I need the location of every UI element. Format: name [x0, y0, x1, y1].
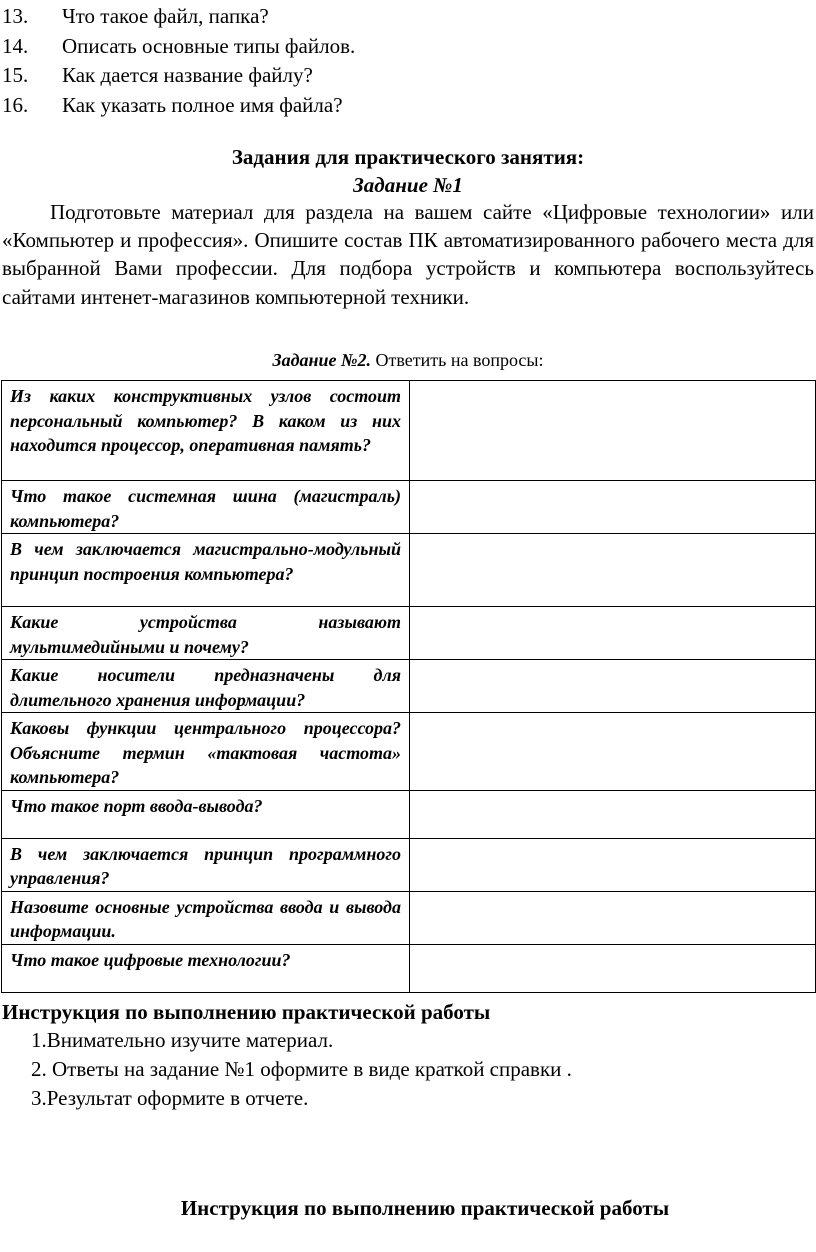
table-question-cell: Что такое системная шина (магистраль) компьютера? [2, 481, 410, 534]
table-row [2, 381, 816, 481]
instruction-step: 1.Внимательно изучите материал. [31, 1028, 334, 1052]
table-row [2, 713, 816, 791]
table-row [2, 891, 816, 944]
instructions-title-repeat: Инструкция по выполнению практической работы [180, 1196, 670, 1220]
table-answer-cell[interactable] [410, 660, 816, 713]
table-answer-cell[interactable] [410, 534, 816, 607]
instructions-steps [31, 1026, 811, 1113]
table-question-cell: Что такое порт ввода-вывода? [2, 790, 410, 838]
instruction-step: 2. Ответы на задание №1 оформите в виде краткой справки . [31, 1057, 572, 1081]
table-answer-cell[interactable] [410, 713, 816, 791]
list-item-number: 15. [2, 63, 29, 87]
task2-title: Задание №2. [272, 350, 372, 370]
task2-heading [0, 347, 816, 373]
table-answer-cell[interactable] [410, 790, 816, 838]
table-question-cell: Назовите основные устройства ввода и вывода информации. [2, 891, 410, 944]
table-question-cell: В чем заключается принцип программного управления? [2, 838, 410, 891]
task1-text: Подготовьте материал для раздела на вашем сайте «Цифровые технологии» или «Компьютер и профессия». Опишите состав ПК автоматизированного рабочего места для выбранной Вами профессии. Для подбора устройств и компьютера воспользуйтесь сайтами интенет-магазинов компьютерной техники. [2, 200, 814, 309]
table-answer-cell[interactable] [410, 381, 816, 481]
table-question-cell: Каковы функции центрального процессора? Объясните термин «тактовая частота» компьютера? [2, 713, 410, 791]
table-answer-cell[interactable] [410, 838, 816, 891]
practice-heading: Задания для практического занятия: [231, 145, 585, 169]
list-item-text: Как указать полное имя файла? [62, 92, 343, 117]
list-item-text: Как дается название файлу? [62, 63, 313, 87]
table-row [2, 534, 816, 607]
table-row [2, 481, 816, 534]
table-answer-cell[interactable] [410, 944, 816, 992]
table-question-cell: Что такое цифровые технологии? [2, 944, 410, 992]
table-row [2, 944, 816, 992]
list-item-number: 16. [2, 92, 29, 117]
table-answer-cell[interactable] [410, 481, 816, 534]
list-item-text: Что такое файл, папка? [62, 4, 269, 28]
table-row [2, 607, 816, 660]
list-item [2, 91, 802, 121]
table-answer-cell[interactable] [410, 891, 816, 944]
table-question-cell: Какие носители предназначены для длительного хранения информации? [2, 660, 410, 713]
list-item-number: 13. [2, 4, 29, 28]
table-answer-cell[interactable] [410, 607, 816, 660]
list-item [2, 32, 802, 62]
instruction-step: 3.Результат оформите в отчете. [31, 1086, 309, 1110]
instructions-title: Инструкция по выполнению практической работы [2, 1000, 491, 1024]
task1-title: Задание №1 [353, 173, 463, 197]
table-question-cell: Из каких конструктивных узлов состоит персональный компьютер? В каком из них находится процессор, оперативная память? [2, 381, 410, 481]
table-row [2, 790, 816, 838]
table-row [2, 660, 816, 713]
table-question-cell: Какие устройства называют мультимедийными и почему? [2, 607, 410, 660]
list-item [2, 2, 802, 32]
table-question-cell: В чем заключается магистрально-модульный принцип построения компьютера? [2, 534, 410, 607]
list-item [2, 61, 802, 91]
questions-table [1, 380, 816, 993]
task2-text: Ответить на вопросы: [371, 350, 544, 370]
list-item-text: Описать основные типы файлов. [62, 33, 356, 58]
table-row [2, 838, 816, 891]
question-list [2, 2, 802, 120]
list-item-number: 14. [2, 33, 29, 58]
